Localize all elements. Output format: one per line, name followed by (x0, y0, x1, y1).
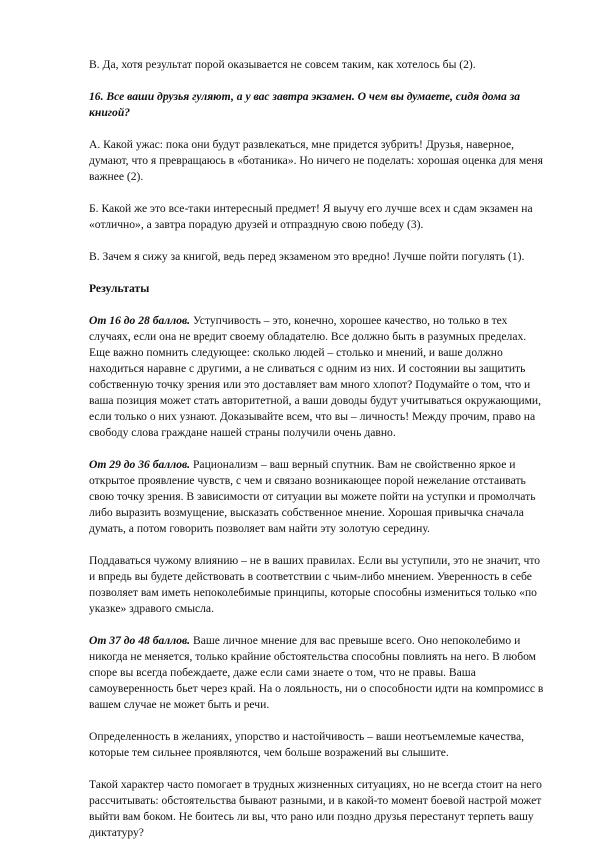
result-text: Рационализм – ваш верный спутник. Вам не свойственно яркое и открытое проявление чувств, с чем и связано возникающее порой нежелание отстаивать свою точку зрения. В зависимости от ситуации вы можете пойти на уступки и промолчать либо выразить возмущение, высказать собственное мнение. Хорошая привычка сначала думать, а потом говорить позволяет вам найти эту золотую середину. (89, 458, 536, 535)
result-paragraph: Определенность в желаниях, упорство и настойчивость – ваши неотъемлемые качества, которые тем сильнее проявляются, чем больше возражений вы слышите. (89, 730, 525, 759)
answer-paragraph: А. Какой ужас: пока они будут развлекаться, мне придется зубрить! Друзья, наверное, думают, что я превращаюсь в «ботаника». Но ничего не поделать: хорошая оценка для меня важнее (2). (89, 138, 543, 183)
result-paragraph: Такой характер часто помогает в трудных жизненных ситуациях, но не всегда стоит на него рассчитывать: обстоятельства бывают разными, и в какой-то момент боевой настрой может выйти вам боком. Не боитесь ли вы, что рано или поздно друзья перестанут терпеть вашу диктатуру? (89, 778, 542, 839)
result-paragraph (89, 633, 549, 713)
score-range: От 29 до 36 баллов. (89, 458, 191, 471)
answer-paragraph: В. Да, хотя результат порой оказывается не совсем таким, как хотелось бы (2). (89, 58, 476, 71)
results-heading: Результаты (89, 282, 150, 295)
result-paragraph (89, 313, 549, 441)
result-paragraph (89, 457, 549, 537)
result-text: Ваше личное мнение для вас превыше всего. Оно непоколебимо и никогда не меняется, только крайние обстоятельства способны повлиять на него. В любом споре вы всегда побеждаете, даже если сами знаете о том, что не правы. Ваша самоуверенность бьет через край. На о лояльность, ни о способности идти на компромисс в вашем случае не может быть и речи. (89, 634, 544, 711)
answer-paragraph: Б. Какой же это все-таки интересный предмет! Я выучу его лучше всех и сдам экзамен на «отлично», а завтра порадую друзей и отпраздную свою победу (3). (89, 202, 533, 231)
document-body (89, 57, 549, 857)
result-paragraph: Поддаваться чужому влиянию – не в ваших правилах. Если вы уступили, это не значит, что и впредь вы будете действовать в соответствии с чьим-либо мнением. Уверенность в себе позволяет вам иметь непоколебимые принципы, которые способны измениться только «по указке» здравого смысла. (89, 554, 541, 615)
question-16: 16. Все ваши друзья гуляют, а у вас завтра экзамен. О чем вы думаете, сидя дома за книгой? (89, 90, 521, 119)
score-range: От 37 до 48 баллов. (89, 634, 191, 647)
result-text: Уступчивость – это, конечно, хорошее качество, но только в тех случаях, если она не вредит своему обладателю. Все должно быть в разумных пределах. Еще важно помнить следующее: сколько людей – столько и мнений, и ваше должно находиться наравне с другими, а не сливаться с одним из них. И состоянии вы защитить собственную точку зрения или это доставляет вам много хлопот? Подумайте о том, что и ваша позиция может стать авторитетной, а ваши доводы будут учитываться окружающими, если только о них узнают. Доказывайте всем, что вы – личность! Между прочим, право на свободу слова граждане нашей страны получили очень давно. (89, 314, 542, 439)
score-range: От 16 до 28 баллов. (89, 314, 191, 327)
answer-paragraph: В. Зачем я сижу за книгой, ведь перед экзаменом это вредно! Лучше пойти погулять (1). (89, 250, 525, 263)
